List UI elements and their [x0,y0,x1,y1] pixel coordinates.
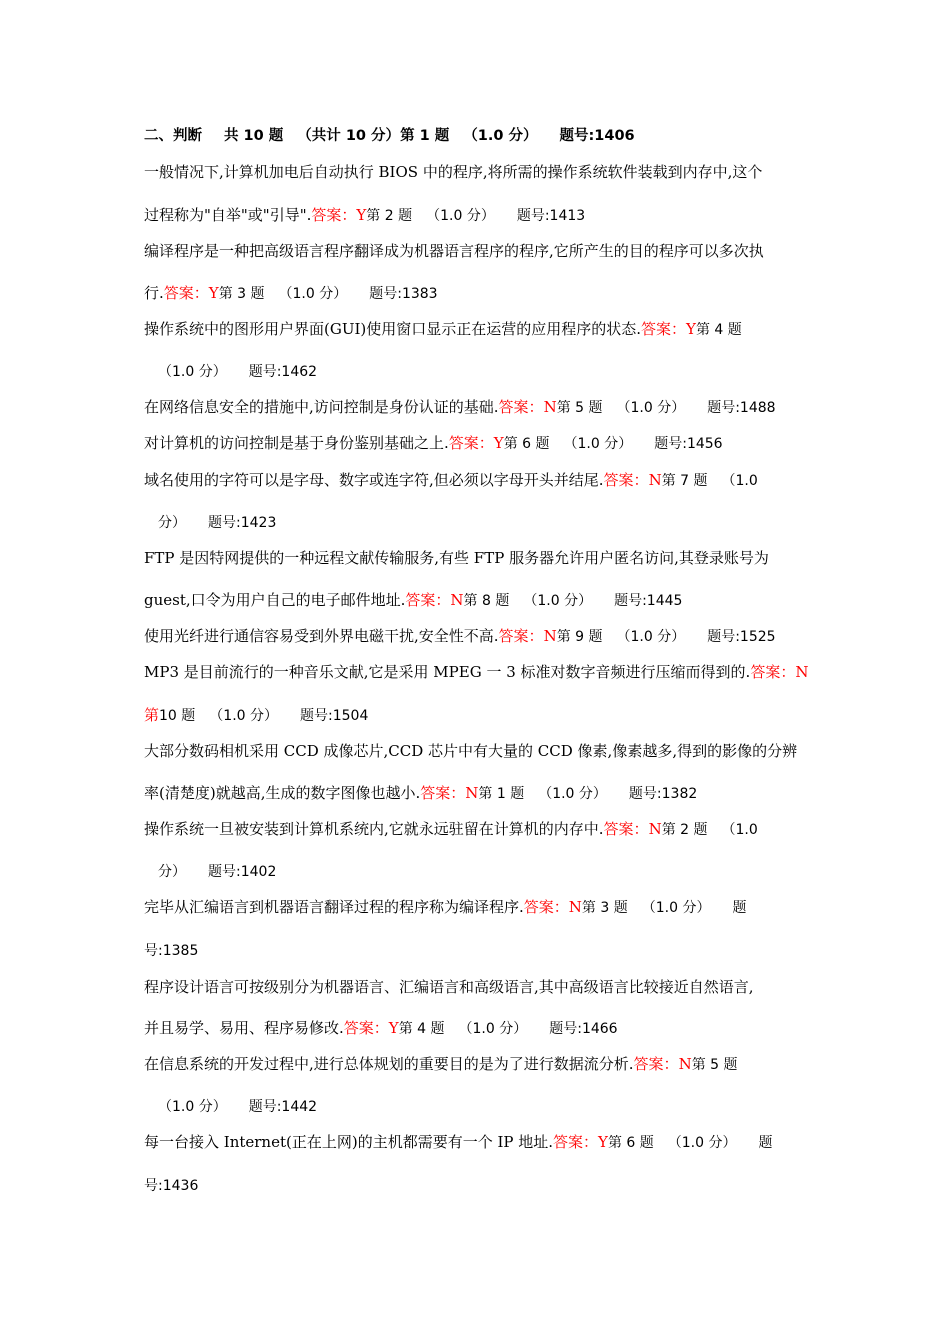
document-line [144,319,816,340]
answer-value: N [465,784,479,802]
section-header [144,126,816,146]
question-score: （1.0 分） [667,1135,737,1151]
document-line [144,1175,816,1196]
document-line [144,977,816,997]
answer-label: 答案： [603,820,649,838]
question-number: 第 8 题 [463,593,510,609]
answer-value: N [678,1055,692,1073]
answer-value: N [543,627,557,645]
question-text: MP3 是目前流行的一种音乐文献,它是采用 MPEG 一 3 标准对数字音频进行压缩而得到的. [144,663,751,681]
question-number: 10 题 [159,708,196,724]
question-id: 题号:1442 [248,1099,318,1115]
document-line [144,662,816,682]
answer-label: 答案： [405,591,451,609]
question-number: 第 9 题 [556,629,603,645]
question-score: 分） [158,864,186,880]
answer-value: Y [388,1019,399,1037]
answer-label: 答案： [311,206,357,224]
question-text: 域名使用的字符可以是字母、数字或连字符,但必须以字母开头并结尾. [144,471,604,489]
question-id: 题号:1466 [549,1021,618,1037]
question-score: （1.0 分） [463,128,538,144]
question-score: （1.0 分） [158,364,227,380]
question-text: 率(清楚度)就越高,生成的数字图像也越小. [144,784,421,802]
document-line [144,861,816,882]
question-score: （1.0 分） [616,400,686,416]
document-line [144,1096,816,1117]
question-score: （1.0 分） [158,1099,227,1115]
answer-value: Y [356,206,367,224]
document-line [144,783,816,804]
question-score: （1.0 分） [616,629,686,645]
question-id: 题号:1406 [559,128,635,144]
answer-label: 答案： [498,398,544,416]
answer-label: 答案： [603,471,649,489]
document-line [144,705,816,726]
answer-label: 答案： [163,284,209,302]
question-text: 每一台接入 Internet(正在上网)的主机都需要有一个 IP 地址. [144,1133,554,1151]
question-text: 程序设计语言可按级别分为机器语言、汇编语言和高级语言,其中高级语言比较接近自然语言, [144,978,754,996]
answer-label: 答案： [343,1019,389,1037]
document-line [144,819,816,840]
question-number: 第 6 题 [503,436,550,452]
document-line [144,741,816,761]
document-line [144,1054,816,1075]
document-line [144,241,816,261]
question-id: 题号:1382 [628,786,698,802]
question-text: 使用光纤进行通信容易受到外界电磁干扰,安全性不高. [144,627,499,645]
question-id: 题号:1445 [614,593,683,609]
question-score: （1.0 分） [538,786,607,802]
question-text: 操作系统一旦被安装到计算机系统内,它就永远驻留在计算机的内存中. [144,820,604,838]
question-number: 第 2 题 [661,822,708,838]
question-score: （1.0 [721,473,758,489]
document-line [144,470,816,491]
document-line [144,1018,816,1039]
question-count: 共 10 题 [224,128,284,144]
question-number: 第 6 题 [607,1135,654,1151]
question-number: 第 7 题 [661,473,708,489]
document-line [144,205,816,226]
question-text: 对计算机的访问控制是基于身份鉴别基础之上. [144,434,449,452]
question-text: 操作系统中的图形用户界面(GUI)使用窗口显示正在运营的应用程序的状态. [144,320,642,338]
question-text: guest,口令为用户自己的电子邮件地址. [144,591,406,609]
question-text: 完毕从汇编语言到机器语言翻译过程的程序称为编译程序. [144,898,524,916]
question-number: 第 5 题 [556,400,603,416]
question-id: 题 [732,900,747,916]
answer-label: 答案： [641,320,687,338]
answer-value: 第 [144,706,160,724]
question-number: 第 5 题 [691,1057,738,1073]
question-score: （1.0 分） [563,436,633,452]
question-text: 在网络信息安全的措施中,访问控制是身份认证的基础. [144,398,499,416]
question-number: 第 4 题 [695,322,742,338]
document-line [144,361,816,382]
question-text: 过程称为"自举"或"引导". [144,206,312,224]
document-line [144,1132,816,1153]
question-number: 第 3 题 [581,900,628,916]
question-id: 题号:1383 [369,286,438,302]
document-line [144,162,816,182]
document-line [144,897,816,918]
total-score: （共计 10 分） [297,128,401,144]
section-title: 二、判断 [144,128,202,144]
answer-label: 答案： [498,627,544,645]
answer-label: 答案： [523,898,569,916]
question-number: 第 2 题 [366,208,413,224]
document-line [144,397,816,418]
answer-label: 答案： [448,434,494,452]
document-line [144,283,816,304]
answer-label: 答案： [420,784,466,802]
question-id: 题号:1423 [208,515,277,531]
question-score: （1.0 分） [458,1021,528,1037]
answer-value: Y [208,284,219,302]
answer-value: N [543,398,557,416]
question-number: 第 1 题 [478,786,525,802]
answer-label: 答案： [553,1133,599,1151]
answer-value: Y [493,434,504,452]
question-id: 号:1385 [144,943,199,959]
question-text: 行. [144,284,164,302]
document-line [144,590,816,611]
question-score: （1.0 [721,822,758,838]
question-text: 编译程序是一种把高级语言程序翻译成为机器语言程序的程序,它所产生的目的程序可以多次执 [144,242,764,260]
question-number: 第 3 题 [218,286,265,302]
answer-value: N [648,471,662,489]
question-id: 题号:1456 [654,436,723,452]
question-score: 分） [158,515,186,531]
document-line [144,940,816,961]
question-id: 题号:1504 [300,708,369,724]
question-text: 大部分数码相机采用 CCD 成像芯片,CCD 芯片中有大量的 CCD 像素,像素越多,得到的影像的分辨 [144,742,798,760]
answer-label: 答案： [633,1055,679,1073]
document-line [144,433,816,454]
question-number: 第 4 题 [398,1021,445,1037]
question-id: 题号:1488 [707,400,776,416]
question-id: 题 [758,1135,773,1151]
question-score: （1.0 分） [523,593,593,609]
question-text: 一般情况下,计算机加电后自动执行 BIOS 中的程序,将所需的操作系统软件装载到内存中,这个 [144,163,763,181]
answer-value: N [795,663,809,681]
question-number: 第 1 题 [400,128,450,144]
document-line [144,512,816,533]
question-score: （1.0 分） [209,708,278,724]
answer-label: 答案： [750,663,796,681]
question-score: （1.0 分） [641,900,711,916]
question-text: FTP 是因特网提供的一种远程文献传输服务,有些 FTP 服务器允许用户匿名访问,其登录账号为 [144,549,769,567]
document-line [144,626,816,647]
question-id: 题号:1462 [248,364,318,380]
answer-value: Y [686,320,696,338]
answer-value: N [568,898,582,916]
question-score: （1.0 分） [426,208,495,224]
question-text: 在信息系统的开发过程中,进行总体规划的重要目的是为了进行数据流分析. [144,1055,634,1073]
question-id: 号:1436 [144,1178,199,1194]
document-line [144,548,816,568]
question-id: 题号:1402 [208,864,277,880]
answer-value: N [450,591,464,609]
answer-value: N [648,820,662,838]
question-text: 并且易学、易用、程序易修改. [144,1019,344,1037]
question-id: 题号:1413 [516,208,586,224]
question-id: 题号:1525 [707,629,776,645]
answer-value: Y [598,1133,608,1151]
question-score: （1.0 分） [278,286,348,302]
